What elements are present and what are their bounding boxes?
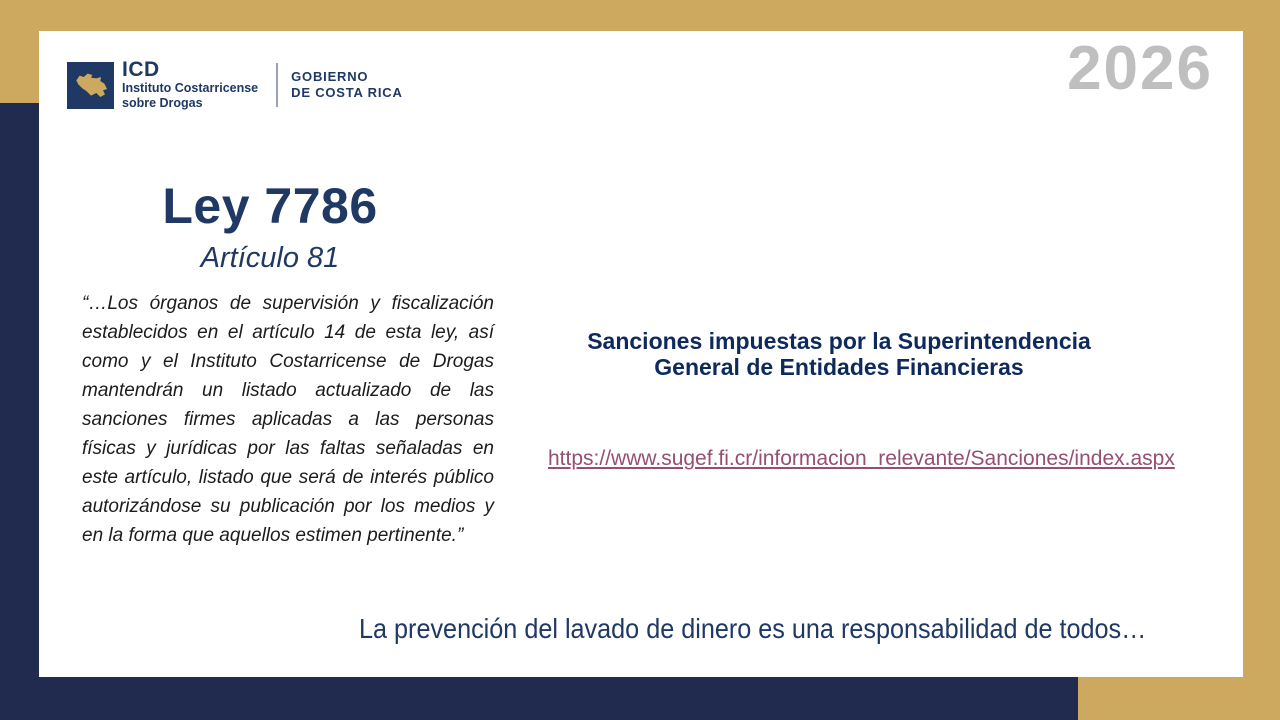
slide-subtitle: Artículo 81: [200, 242, 340, 274]
sanctions-heading: [544, 328, 1134, 380]
logo-acronym: ICD: [122, 58, 160, 81]
logo-divider: [276, 63, 278, 107]
logo-org-line2: sobre Drogas: [122, 96, 203, 110]
title-block: [144, 177, 396, 275]
slide-canvas: [39, 31, 1243, 677]
sugef-link[interactable]: https://www.sugef.fi.cr/informacion_relevante/Sanciones/index.aspx: [548, 447, 1175, 470]
year-label: 2026: [1067, 34, 1213, 103]
icd-logo: [67, 59, 403, 111]
government-wordmark: [291, 69, 403, 101]
costa-rica-map-icon: [67, 62, 114, 109]
logo-org-line1: Instituto Costarricense: [122, 81, 259, 95]
logo-text-block: [122, 59, 258, 111]
slide-title: Ley 7786: [162, 178, 378, 234]
gov-line2: DE COSTA RICA: [291, 85, 403, 100]
sanctions-heading-line1: Sanciones impuestas por la Superintendencia: [587, 328, 1091, 354]
footer-message: La prevención del lavado de dinero es una responsabilidad de todos…: [359, 613, 1147, 644]
gov-line1: GOBIERNO: [291, 69, 369, 84]
sanctions-heading-line2: General de Entidades Financieras: [654, 354, 1024, 380]
law-quote: “…Los órganos de supervisión y fiscalización establecidos en el artículo 14 de esta ley, así como y el Instituto Costarricense de Drogas mantendrán un listado actualizado de las sanciones firmes aplicadas a las personas físicas y jurídicas por las faltas señaladas en este artículo, listado que será de interés público autorizándose su publicación por los medios y en la forma que aquellos estimen pertinente.”: [82, 293, 494, 546]
